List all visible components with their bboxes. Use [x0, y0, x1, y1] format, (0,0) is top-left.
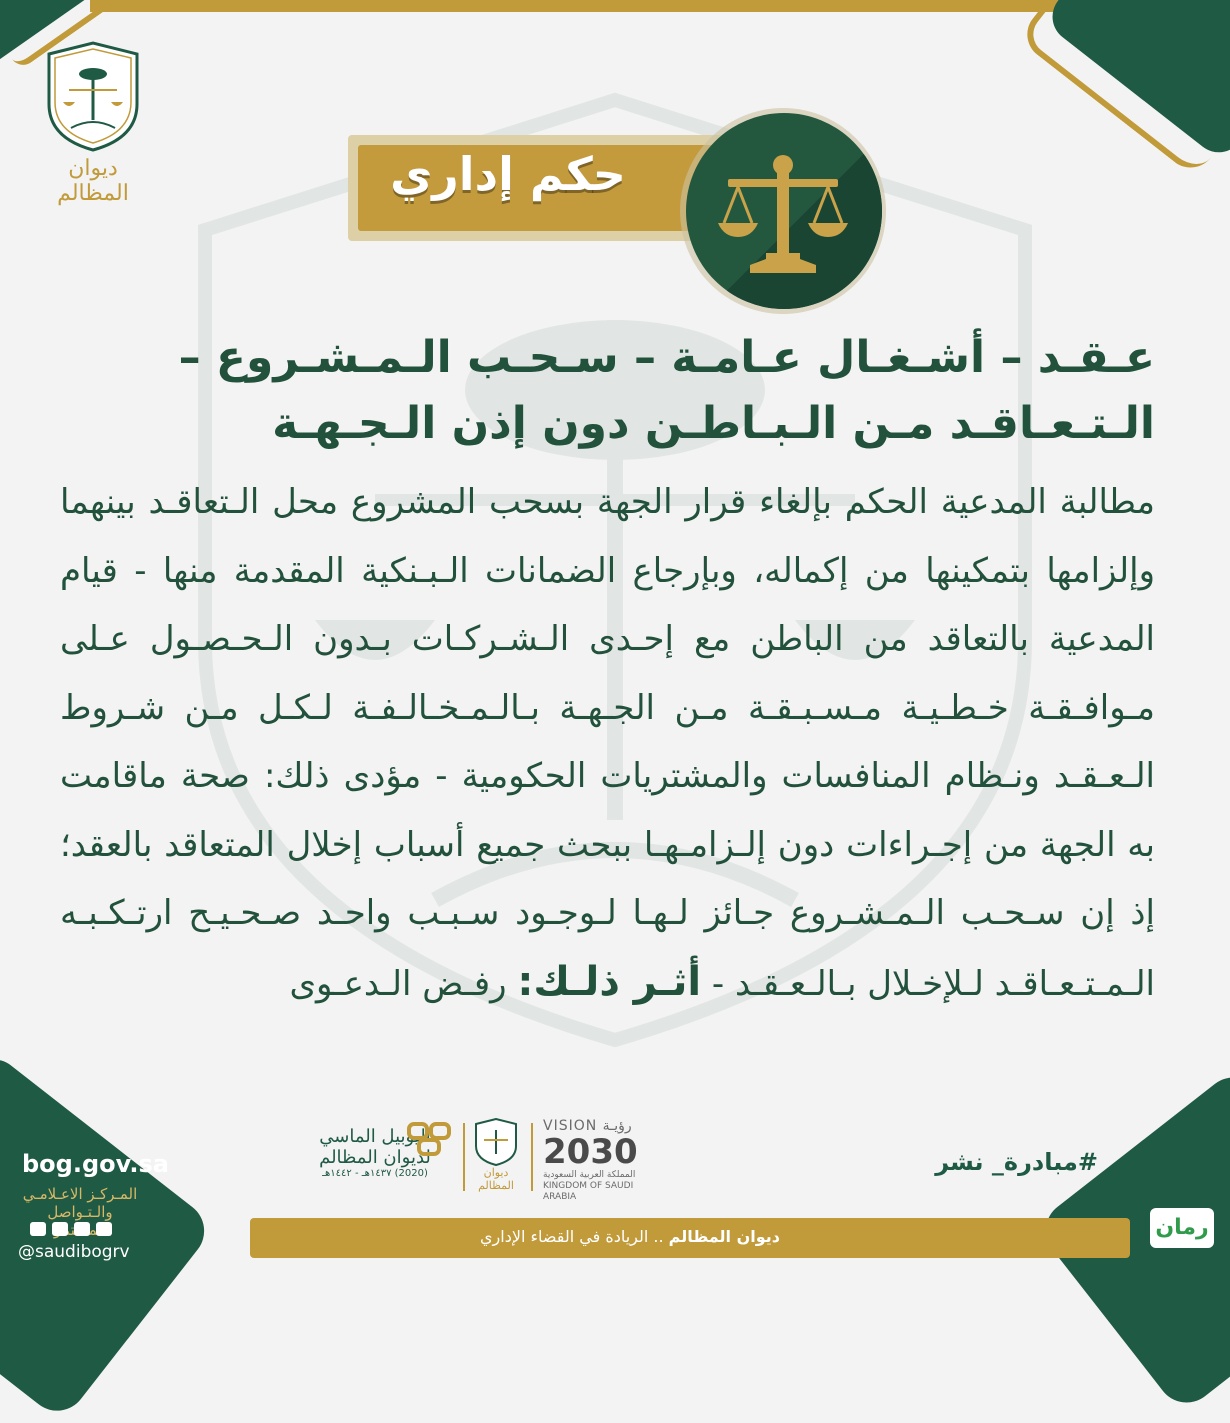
badge-title: حكم إداري [390, 147, 626, 201]
twitter-icon[interactable] [52, 1222, 68, 1236]
jubilee-logo: اليوبيل الماسي لديوان المظالم (2020) ١٤٣٧هـ - ١٤٤٢هـ [319, 1126, 431, 1179]
effect-label: أثـر ذلـك: [517, 958, 702, 1005]
social-icons [30, 1222, 112, 1236]
top-gold-bar [90, 0, 1140, 12]
body-text: مطالبة المدعية الحكم بإلغاء قرار الجهة بسحب المشروع محل الـتعاقـد بينهما وإلزامها بتمكينها من إكماله، وبإرجاع الضمانات الـبـنكية المقدمة منها - قيام المدعية بالتعاقد من الباطن مع إحـدى الـشـركـات بـدون الـحـصـول عـلى مـوافـقـة خـطـيـة مـسـبـقـة مـن الجـهـة بـالـمـخـالـفـة لـكـل مـن شـروط الـعـقـد ونـظام المنافسات والمشتريات الحكومية - مؤدى ذلك: صحة ماقامت به الجهة من إجـراءات دون إلـزامـهـا ببحث جميع أسباب إخلال المتعاقد بالعقد؛ إذ إن سـحـب الـمـشـروع جـائز لـهـا لـوجـود سـبـب واحـد صـحـيـح ارتـكـبـه الـمـتـعـاقـد لـلإخـلال بـالـعـقـد - [60, 482, 1155, 1004]
scale-icon [686, 113, 882, 309]
heading-line-1: عـقـد – أشـغـال عـامـة – سـحـب الـمـشـروع – [178, 332, 1155, 383]
scale-circle [686, 113, 882, 309]
board-of-grievances-logo [38, 40, 148, 206]
title-badge [348, 135, 728, 241]
tagline: ديوان المظالم .. الريادة في القضاء الإداري [480, 1227, 780, 1246]
logo-caption: ديوان المظالم [57, 156, 129, 206]
emblem-icon [43, 40, 143, 152]
footer-logos: اليوبيل الماسي لديوان المظالم (2020) ١٤٣٧هـ - ١٤٤٢هـ ديوان المظالم VISION رؤيـة 2030 المملكة العربية السعودية KINGDOM OF SAUDI ARABIA [295, 1118, 655, 1198]
ruling-body [60, 468, 1155, 1018]
social-handle[interactable]: @saudibogrv [18, 1242, 130, 1262]
small-emblem-icon [473, 1118, 519, 1166]
instagram-icon[interactable] [96, 1222, 112, 1236]
snapchat-icon[interactable] [74, 1222, 90, 1236]
brand-logo: رمان [1150, 1208, 1214, 1248]
vision-2030-logo: VISION رؤيـة 2030 المملكة العربية السعودية KINGDOM OF SAUDI ARABIA [543, 1118, 638, 1202]
corner-gold-stroke-top-right [1017, 0, 1230, 178]
heading-line-2: الـتـعـاقـد مـن الـبـاطـن دون إذن الـجـهـة [272, 398, 1155, 449]
ruling-heading [60, 325, 1155, 457]
verdict-text: رفـض الـدعـوى [289, 963, 518, 1004]
jubilee-mark-icon [405, 1118, 455, 1158]
youtube-icon[interactable] [30, 1222, 46, 1236]
media-center-label: المـركـز الاعـلامـي والـتـواصل [22, 1185, 138, 1221]
hashtag[interactable]: #مبادرة_ نشر [935, 1148, 1098, 1176]
website-link[interactable]: bog.gov.sa [22, 1150, 169, 1178]
